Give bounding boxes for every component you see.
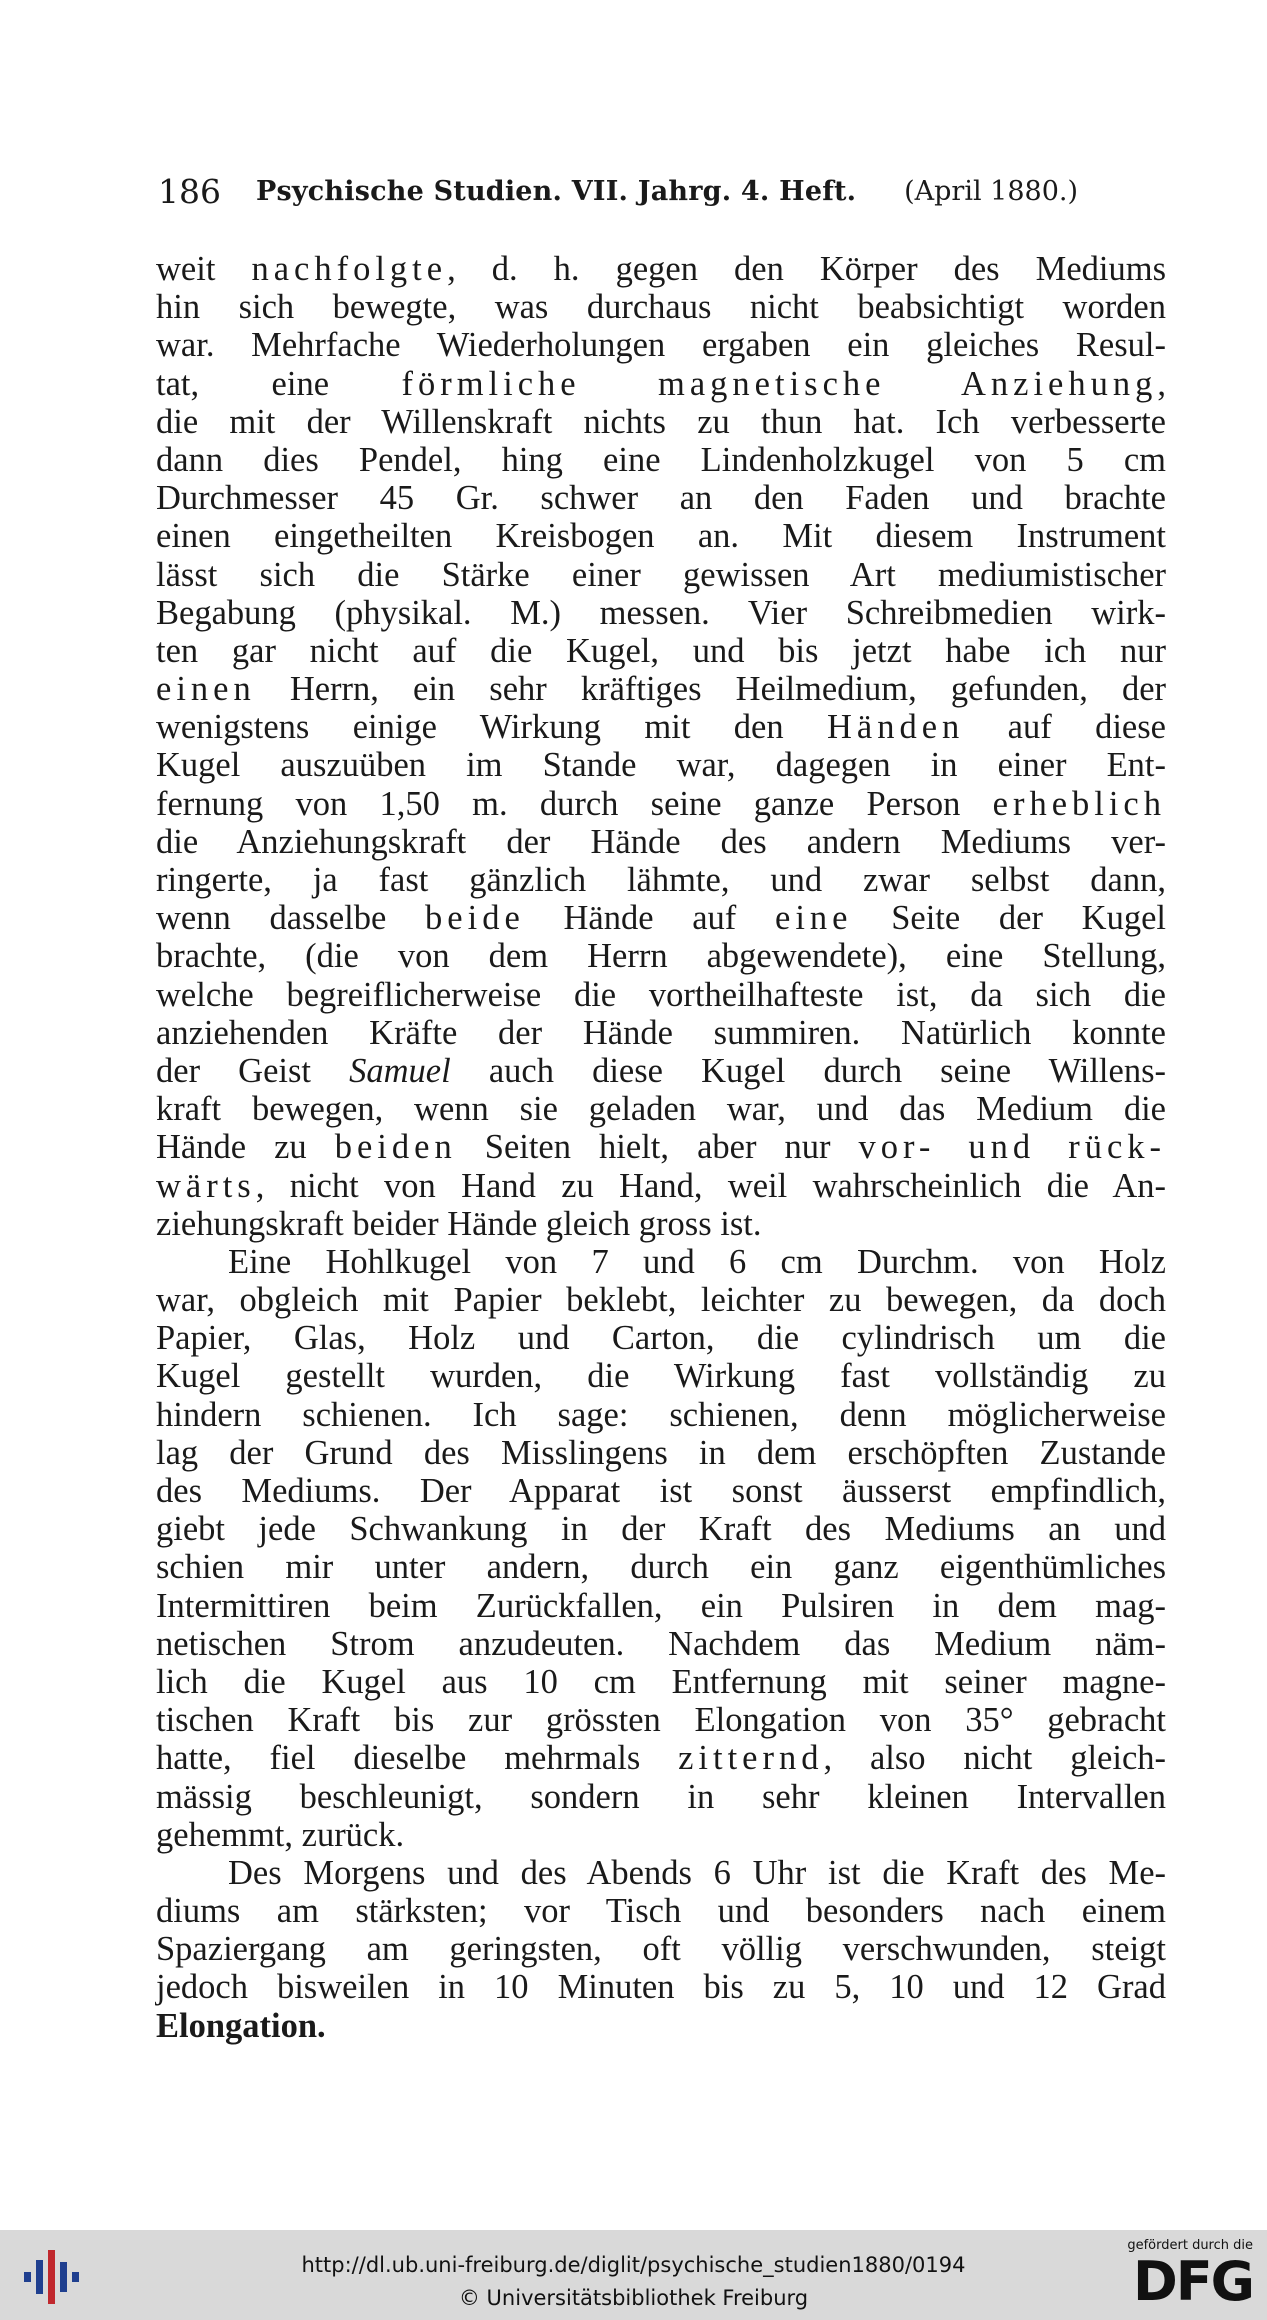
text-run: auch diese Kugel durch seine Willens-	[450, 1051, 1166, 1090]
text-run: Herrn, ein sehr kräftiges Heilmedium, gefunden, der	[255, 670, 1166, 709]
text-line	[156, 1892, 1166, 1930]
text-line	[156, 1930, 1166, 1968]
text-line	[156, 823, 1166, 861]
spaced-emphasis: zitternd	[678, 1739, 824, 1778]
text-run: hin sich bewegte, was durchaus nicht beabsichtigt worden	[156, 288, 1166, 327]
text-line	[156, 1090, 1166, 1128]
text-run: lag der Grund des Misslingens in dem erschöpften Zustande	[156, 1433, 1166, 1472]
text-line	[156, 1968, 1166, 2006]
text-line	[156, 785, 1166, 823]
text-run: war. Mehrfache Wiederholungen ergaben ein gleiches Resul-	[156, 326, 1166, 365]
text-run: netischen Strom anzudeuten. Nachdem das Medium näm-	[156, 1624, 1166, 1663]
spaced-emphasis: Händen	[826, 708, 965, 747]
text-run: mässig beschleunigt, sondern in sehr kleinen Intervallen	[156, 1777, 1166, 1816]
text-run: brachte, (die von dem Herrn abgewendete), eine Stellung,	[156, 937, 1166, 976]
text-line	[156, 1243, 1166, 1281]
text-line	[156, 250, 1166, 288]
text-run: giebt jede Schwankung in der Kraft des Mediums an und	[156, 1510, 1166, 1549]
text-run: , d. h. gegen den Körper des Mediums	[447, 250, 1166, 288]
text-run: fernung von 1,50 m. durch seine ganze Person	[156, 784, 993, 823]
text-run: weit	[156, 250, 252, 288]
text-line	[156, 670, 1166, 708]
running-title: Psychische Studien. VII. Jahrg. 4. Heft.	[256, 176, 857, 207]
text-line	[156, 479, 1166, 517]
text-run: , also nicht gleich-	[823, 1739, 1166, 1778]
text-line	[156, 1052, 1166, 1090]
text-line	[156, 288, 1166, 326]
text-run: diums am stärksten; vor Tisch und besonders nach einem	[156, 1892, 1166, 1931]
text-run: wenn dasselbe	[156, 899, 426, 938]
text-line	[156, 1472, 1166, 1510]
text-run: dann dies Pendel, hing eine Lindenholzkugel von 5 cm	[156, 440, 1166, 479]
text-line	[156, 861, 1166, 899]
text-run: lässt sich die Stärke einer gewissen Art mediumistischer	[156, 555, 1166, 594]
text-line	[156, 1128, 1166, 1166]
spaced-emphasis: eine	[775, 899, 853, 938]
spaced-emphasis: erheblich	[992, 784, 1166, 823]
text-line	[156, 1625, 1166, 1663]
text-line	[156, 632, 1166, 670]
text-run: Eine Hohlkugel von 7 und 6 cm Durchm. von Holz	[228, 1242, 1166, 1281]
text-line	[156, 1434, 1166, 1472]
text-run: ten gar nicht auf die Kugel, und bis jetzt habe ich nur	[156, 631, 1166, 670]
text-run: Intermittiren beim Zurückfallen, ein Pulsiren in dem mag-	[156, 1586, 1166, 1625]
text-line	[156, 708, 1166, 746]
spaced-emphasis: beide	[425, 899, 525, 938]
text-line	[156, 1167, 1166, 1205]
text-run: die mit der Willenskraft nichts zu thun hat. Ich verbesserte	[156, 402, 1166, 441]
text-line	[156, 937, 1166, 975]
issue-date: (April 1880.)	[904, 176, 1078, 207]
text-run: Elongation.	[156, 2006, 326, 2045]
text-run: die Anziehungskraft der Hände des andern Mediums ver-	[156, 822, 1166, 861]
text-run: des Mediums. Der Apparat ist sonst äusserst empfindlich,	[156, 1472, 1166, 1510]
text-line	[156, 1701, 1166, 1739]
text-run: der Geist	[156, 1051, 350, 1090]
text-line	[156, 365, 1166, 403]
text-run: ziehungskraft beider Hände gleich gross ist.	[156, 1204, 762, 1243]
spaced-emphasis: beiden	[334, 1128, 457, 1167]
text-line	[156, 326, 1166, 364]
text-line	[156, 556, 1166, 594]
text-run: Papier, Glas, Holz und Carton, die cylindrisch um die	[156, 1319, 1166, 1358]
italic-name: Samuel	[349, 1051, 451, 1090]
dfg-logo: DFG	[1132, 2250, 1253, 2313]
text-run: Hände auf	[524, 899, 776, 938]
text-line	[156, 403, 1166, 441]
text-run: Begabung (physikal. M.) messen. Vier Schreibmedien wirk-	[156, 593, 1166, 632]
text-line	[156, 594, 1166, 632]
text-line	[156, 1778, 1166, 1816]
text-line	[156, 1510, 1166, 1548]
text-line	[156, 517, 1166, 555]
body-text	[156, 250, 1166, 2045]
text-run: Kugel auszuüben im Stande war, dagegen in einer Ent-	[156, 746, 1166, 785]
text-line	[156, 1548, 1166, 1586]
text-line	[156, 1396, 1166, 1434]
text-run: tischen Kraft bis zur grössten Elongation von 35° gebracht	[156, 1701, 1166, 1740]
dfg-sponsor	[1123, 2238, 1253, 2316]
footer-bar	[0, 2230, 1267, 2320]
text-line	[156, 441, 1166, 479]
text-run: hindern schienen. Ich sage: schienen, denn möglicherweise	[156, 1395, 1166, 1434]
text-line	[156, 976, 1166, 1014]
text-line	[156, 2007, 1166, 2045]
text-line	[156, 1281, 1166, 1319]
text-line	[156, 1739, 1166, 1777]
text-line	[156, 1816, 1166, 1854]
spaced-emphasis: förmliche magnetische Anziehung	[401, 364, 1158, 403]
text-run: , nicht von Hand zu Hand, weil wahrscheinlich die An-	[255, 1166, 1166, 1205]
spaced-emphasis: wärts	[156, 1166, 256, 1205]
text-line	[156, 1663, 1166, 1701]
text-run: Durchmesser 45 Gr. schwer an den Faden und brachte	[156, 479, 1166, 518]
text-run: war, obgleich mit Papier beklebt, leichter zu bewegen, da doch	[156, 1281, 1166, 1320]
text-run: welche begreiflicherweise die vortheilhafteste ist, da sich die	[156, 975, 1166, 1014]
text-line	[156, 746, 1166, 784]
text-line	[156, 1854, 1166, 1892]
spaced-emphasis: nachfolgte	[251, 250, 448, 288]
text-run: anziehenden Kräfte der Hände summiren. Natürlich konnte	[156, 1013, 1166, 1052]
text-run: Des Morgens und des Abends 6 Uhr ist die Kraft des Me-	[228, 1853, 1166, 1892]
text-run: lich die Kugel aus 10 cm Entfernung mit seiner magne-	[156, 1662, 1166, 1701]
footer-copyright: © Universitätsbibliothek Freiburg	[458, 2286, 809, 2310]
spaced-emphasis: vor- und rück-	[858, 1128, 1166, 1167]
sponsor-text: gefördert durch die	[1127, 2238, 1253, 2253]
text-run: Spaziergang am geringsten, oft völlig verschwunden, steigt	[156, 1930, 1166, 1969]
page-header	[158, 172, 1088, 216]
text-run: kraft bewegen, wenn sie geladen war, und das Medium die	[156, 1090, 1166, 1129]
text-line	[156, 1319, 1166, 1357]
text-run: hatte, fiel dieselbe mehrmals	[156, 1739, 679, 1778]
text-line	[156, 1587, 1166, 1625]
text-line	[156, 1014, 1166, 1052]
text-run: tat, eine	[156, 364, 402, 403]
spaced-emphasis: einen	[156, 670, 256, 709]
text-run: Hände zu	[156, 1128, 335, 1167]
text-run: Kugel gestellt wurden, die Wirkung fast vollständig zu	[156, 1357, 1166, 1396]
text-run: auf diese	[964, 708, 1166, 747]
page-number: 186	[158, 172, 221, 211]
text-line	[156, 1205, 1166, 1243]
text-run: ,	[1157, 364, 1166, 403]
text-run: ringerte, ja fast gänzlich lähmte, und zwar selbst dann,	[156, 861, 1166, 899]
text-line	[156, 1357, 1166, 1395]
footer-url[interactable]: http://dl.ub.uni-freiburg.de/diglit/psychische_studien1880/0194	[301, 2253, 966, 2277]
text-run: schien mir unter andern, durch ein ganz eigenthümliches	[156, 1548, 1166, 1587]
text-run: jedoch bisweilen in 10 Minuten bis zu 5, 10 und 12 Grad	[156, 1968, 1166, 2007]
text-run: wenigstens einige Wirkung mit den	[156, 708, 827, 747]
text-line	[156, 899, 1166, 937]
text-run: Seite der Kugel	[852, 899, 1166, 938]
text-run: einen eingetheilten Kreisbogen an. Mit diesem Instrument	[156, 517, 1166, 556]
text-run: Seiten hielt, aber nur	[456, 1128, 859, 1167]
text-run: gehemmt, zurück.	[156, 1815, 405, 1854]
